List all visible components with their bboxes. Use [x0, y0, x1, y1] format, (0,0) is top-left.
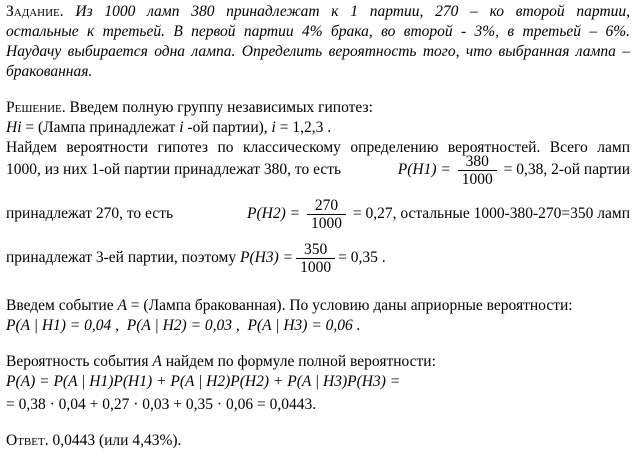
p1-den: 1000: [461, 170, 493, 188]
event-var: A: [117, 297, 127, 314]
p3-lhs: P(H3) =: [240, 249, 294, 266]
event-def: = (Лампа бракованная). По условию даны априорные вероятности:: [126, 297, 573, 314]
task-text-1: Из 1000 ламп 380 принадлежат к 1 партии, 270 – ко второй партии,: [75, 3, 631, 20]
p3-val: = 0,35 .: [338, 249, 386, 266]
task-label: Задание.: [6, 3, 64, 20]
p2-num: 270: [307, 197, 346, 215]
p2-pre: принадлежат 270, то есть: [6, 205, 174, 222]
hyp-i: i: [179, 119, 184, 136]
p1-lhs: P(H1) =: [397, 160, 451, 178]
p2-den: 1000: [310, 214, 342, 232]
task-line-1: [6, 2, 630, 22]
event-intro: Введем событие: [6, 297, 118, 314]
p2-post: , остальные 1000-380-270=350 ламп: [392, 204, 630, 222]
p1-num: 380: [458, 153, 497, 171]
p3-den: 1000: [300, 258, 332, 276]
p3-line: [6, 238, 386, 278]
cond-probs-line: P(A | H1) = 0,04 , P(A | H2) = 0,03 , P(A | H3) = 0,06 .: [6, 317, 361, 334]
task-line-4: бракованная.: [6, 63, 93, 80]
p2-lhs: P(H2) =: [247, 204, 301, 222]
formula-line-2: = 0,38 · 0,04 + 0,27 · 0,03 + 0,35 · 0,06 = 0,0443.: [6, 396, 317, 413]
hyp-rest: -ой партии),: [183, 119, 272, 136]
answer-value: 0,0443 (или 4,43%).: [48, 432, 182, 449]
hyp-var: Hi: [6, 119, 22, 136]
p1-val: = 0,38: [503, 160, 544, 178]
p1-post: , 2-ой партии: [543, 160, 630, 178]
hyp-range-var: i: [271, 119, 276, 136]
p3-pre: принадлежат 3-ей партии, поэтому: [6, 249, 237, 266]
formula-line-1: P(A) = P(A | H1)P(H1) + P(A | H2)P(H2) + P(A | H3)P(H3) =: [6, 373, 401, 390]
answer-line: [6, 431, 181, 451]
p1-line: [6, 150, 630, 190]
solution-label: Решение.: [6, 99, 66, 116]
p2-val: = 0,27: [352, 204, 393, 222]
total-prob-line: [6, 352, 436, 372]
p2-fraction: [307, 197, 346, 232]
solution-intro-line: [6, 98, 373, 118]
hypothesis-line: [6, 118, 331, 138]
classic-line: Найдем вероятности гипотез по классическому определению вероятностей. Всего ламп: [6, 139, 630, 156]
p2-line: [6, 194, 630, 234]
event-line: [6, 296, 573, 316]
task-line-2: остальные к третьей. В первой партии 4% брака, во второй - 3%, в третьей – 6%.: [6, 23, 630, 40]
total-var: A: [152, 353, 162, 370]
hyp-def: = (Лампа принадлежат: [21, 119, 180, 136]
p3-fraction: [296, 241, 335, 276]
p1-pre: 1000, из них 1-ой партии принадлежат 380, то есть: [6, 161, 342, 178]
p1-fraction: [458, 153, 497, 188]
p3-num: 350: [296, 241, 335, 259]
total-intro: Вероятность события: [6, 353, 153, 370]
p2-formula: [247, 197, 630, 232]
solution-intro: Введем полную группу независимых гипотез:: [69, 99, 373, 116]
p1-formula: [398, 153, 630, 188]
hyp-range: = 1,2,3 .: [275, 119, 332, 136]
total-rest: найдем по формуле полной вероятности:: [161, 353, 436, 370]
task-line-3: Наудачу выбирается одна лампа. Определить вероятность того, что выбранная лампа –: [6, 43, 630, 60]
answer-label: Ответ.: [6, 432, 49, 449]
